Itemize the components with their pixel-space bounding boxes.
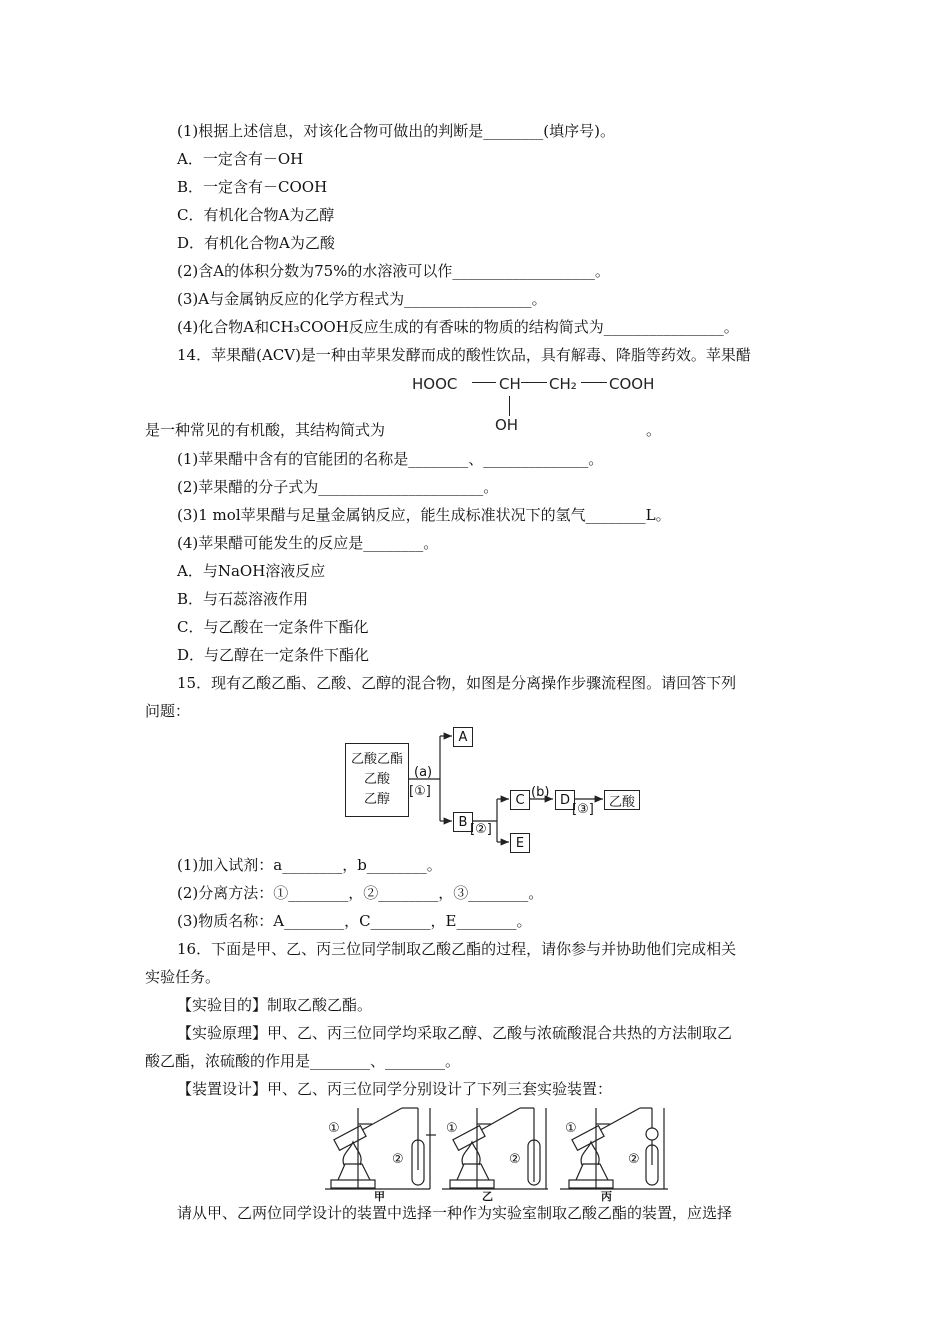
q15-intro-line1: 15．现有乙酸乙酯、乙酸、乙醇的混合物，如图是分离操作步骤流程图。请回答下列 — [177, 674, 737, 692]
flow-box-b-label: B — [458, 814, 468, 830]
flow-step-1: [①] — [409, 784, 431, 799]
structure-group-ch: CH — [499, 375, 521, 393]
q14-part1: (1)苹果醋中含有的官能团的名称是________、______________。 — [177, 450, 604, 468]
structure-group-ch2: CH₂ — [549, 375, 577, 393]
structure-group-cooh: COOH — [609, 375, 655, 393]
q16-last-line: 请从甲、乙两位同学设计的装置中选择一种作为实验室制取乙酸乙酯的装置，应选择 — [177, 1204, 733, 1222]
q14-part4: (4)苹果醋可能发生的反应是________。 — [177, 534, 439, 552]
q15-intro-line2: 问题： — [145, 702, 191, 720]
flow-step-3: [③] — [572, 802, 594, 817]
apparatus3-mark2: ② — [628, 1152, 640, 1167]
apparatus1-mark1: ① — [328, 1121, 340, 1136]
q16-principle-line2: 酸乙酯，浓硫酸的作用是________、________。 — [145, 1052, 461, 1070]
q14-option-c: C．与乙酸在一定条件下酯化 — [177, 618, 369, 636]
q13-option-d: D．有机化合物A为乙酸 — [177, 234, 335, 252]
q14-option-a: A．与NaOH溶液反应 — [177, 562, 326, 580]
q14-intro-period: 。 — [646, 421, 662, 439]
q15-part2: (2)分离方法：①________，②________，③________。 — [177, 884, 544, 902]
q13-option-b: B．一定含有－COOH — [177, 178, 328, 196]
apparatus3-mark1: ① — [565, 1121, 577, 1136]
q14-option-b: B．与石蕊溶液作用 — [177, 590, 309, 608]
q14-part3: (3)1 mol苹果醋与足量金属钠反应，能生成标准状况下的氢气________L。 — [177, 506, 671, 524]
q15-part1: (1)加入试剂：a________，b________。 — [177, 856, 442, 874]
structure-group-hooc: HOOC — [412, 375, 458, 393]
structure-group-oh: OH — [495, 416, 519, 434]
apparatus-label-bing: 丙 — [601, 1190, 612, 1203]
q13-option-a: A．一定含有－OH — [177, 150, 304, 168]
q13-part4: (4)化合物A和CH₃COOH反应生成的有香味的物质的结构简式为________________。 — [177, 318, 739, 336]
q16-intro-line2: 实验任务。 — [145, 968, 221, 986]
flow-step-a: (a) — [414, 765, 433, 780]
mixture-ethanol: 乙醇 — [363, 792, 390, 807]
mixture-acetic-acid: 乙酸 — [363, 772, 390, 787]
q13-option-c: C．有机化合物A为乙醇 — [177, 206, 335, 224]
q16-principle-line1: 【实验原理】甲、乙、丙三位同学均采取乙醇、乙酸与浓硫酸混合共热的方法制取乙 — [177, 1024, 733, 1042]
q15-part3: (3)物质名称：A________，C________，E________。 — [177, 912, 532, 930]
flow-step-2: [②] — [470, 822, 492, 837]
flow-box-e-label: E — [515, 835, 525, 851]
flow-box-c-label: C — [515, 792, 525, 808]
flow-box-a-label: A — [458, 729, 468, 745]
apparatus-label-yi: 乙 — [482, 1190, 493, 1203]
flow-box-d-label: D — [559, 792, 570, 808]
apparatus2-mark1: ① — [446, 1121, 458, 1136]
q16-intro-line1: 16．下面是甲、乙、丙三位同学制取乙酸乙酯的过程，请你参与并协助他们完成相关 — [177, 940, 737, 958]
q14-intro-line2: 是一种常见的有机酸，其结构简式为 — [145, 421, 386, 439]
flow-step-b: (b) — [531, 785, 550, 800]
q14-option-d: D．与乙醇在一定条件下酯化 — [177, 646, 370, 664]
q16-design: 【装置设计】甲、乙、丙三位同学分别设计了下列三套实验装置： — [177, 1080, 613, 1098]
apparatus1-mark2: ② — [392, 1152, 404, 1167]
apparatus2-mark2: ② — [509, 1152, 521, 1167]
q16-purpose: 【实验目的】制取乙酸乙酯。 — [177, 996, 373, 1014]
mixture-ethyl-acetate: 乙酸乙酯 — [350, 752, 403, 767]
flow-product-label: 乙酸 — [608, 794, 635, 810]
apparatus-label-jia: 甲 — [374, 1190, 385, 1203]
q13-part3: (3)A与金属钠反应的化学方程式为_________________。 — [177, 290, 547, 308]
q13-part1: (1)根据上述信息，对该化合物可做出的判断是________(填序号)。 — [177, 122, 615, 140]
q14-intro-line1: 14．苹果醋(ACV)是一种由苹果发酵而成的酸性饮品，具有解毒、降脂等药效。苹果醋 — [177, 346, 751, 364]
q13-part2: (2)含A的体积分数为75%的水溶液可以作___________________。 — [177, 262, 610, 280]
q14-part2: (2)苹果醋的分子式为______________________。 — [177, 478, 499, 496]
